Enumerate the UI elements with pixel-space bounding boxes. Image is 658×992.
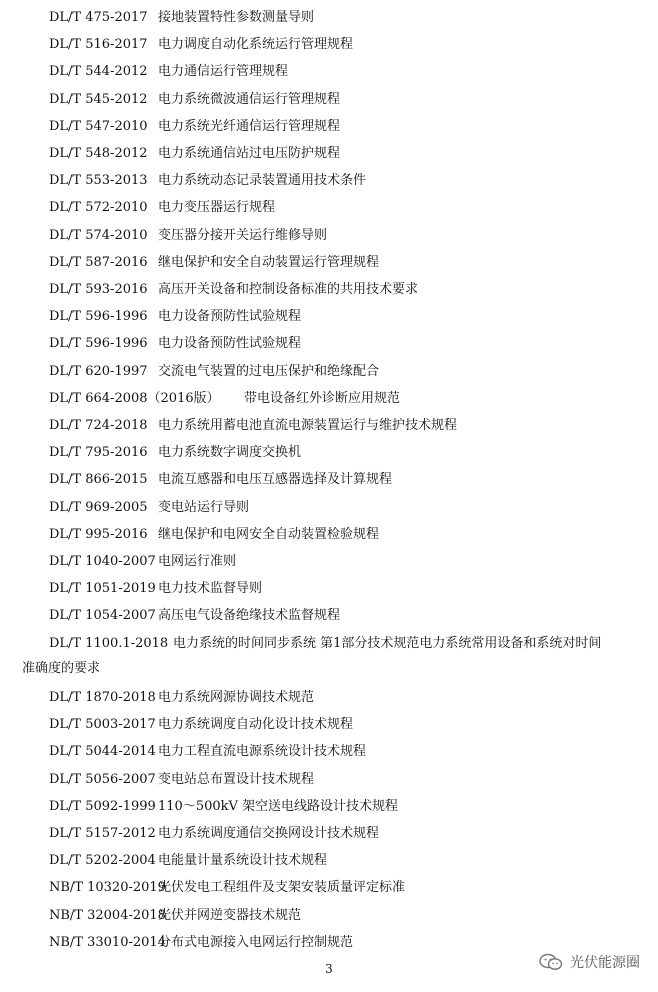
standard-code: DL/T 516-2017: [49, 37, 148, 53]
list-item: [0, 170, 658, 192]
standard-code: DL/T 544-2012: [49, 64, 148, 80]
list-item: [0, 279, 658, 301]
standard-code: DL/T 574-2010: [49, 227, 148, 243]
list-item: [0, 578, 658, 600]
list-item: [0, 687, 658, 709]
standard-title: 电力通信运行管理规程: [158, 64, 289, 80]
page-number: 3: [325, 962, 333, 976]
standard-code: DL/T 475-2017: [49, 10, 148, 25]
list-item: [0, 605, 658, 627]
list-item: [0, 741, 658, 763]
standard-title: 电能量计量系统设计技术规程: [158, 853, 328, 869]
list-item: [0, 388, 658, 410]
standard-code: NB/T 33010-2014: [49, 934, 166, 950]
standard-code: DL/T 664-2008（2016版）: [49, 390, 220, 406]
standard-title: 高压电气设备绝缘技术监督规程: [158, 608, 341, 624]
standard-code: DL/T 1040-2007: [49, 554, 156, 569]
list-item: [0, 225, 658, 247]
standard-title-continuation: 准确度的要求: [22, 660, 101, 676]
list-item: [0, 89, 658, 111]
standard-title: 继电保护和安全自动装置运行管理规程: [158, 254, 380, 270]
standard-title: 变电站总布置设计技术规程: [158, 771, 315, 787]
watermark-text: 光伏能源圈: [570, 955, 640, 971]
standard-title: 电力系统用蓄电池直流电源装置运行与维护技术规程: [158, 418, 458, 433]
standard-code: DL/T 5157-2012: [49, 826, 156, 841]
standard-code: DL/T 5202-2004: [49, 853, 156, 869]
standard-title: 电力系统光纤通信运行管理规程: [158, 118, 341, 134]
standard-code: DL/T 995-2016: [49, 526, 148, 542]
list-item: [0, 796, 658, 818]
standard-code: DL/T 1870-2018: [49, 690, 156, 705]
standard-code: DL/T 969-2005: [49, 499, 148, 515]
list-item: [0, 116, 658, 138]
standard-code: NB/T 32004-2018: [49, 907, 166, 923]
list-item: [0, 34, 658, 56]
list-item: [0, 7, 658, 29]
standard-title: 电力系统数字调度交换机: [158, 445, 302, 461]
standard-title: 电力变压器运行规程: [158, 200, 276, 216]
standard-code: DL/T 596-1996: [49, 336, 148, 352]
standard-code: DL/T 596-1996: [49, 309, 148, 325]
list-item: [0, 633, 658, 655]
list-item: [0, 197, 658, 219]
standard-code: DL/T 1051-2019: [49, 581, 156, 597]
list-item: [0, 469, 658, 491]
standard-title: 电力系统调度自动化设计技术规程: [158, 717, 354, 733]
list-item: [0, 306, 658, 328]
standard-title: 高压开关设备和控制设备标准的共用技术要求: [158, 282, 419, 297]
list-item: [0, 905, 658, 927]
list-item: [0, 252, 658, 274]
standard-title: 电力调度自动化系统运行管理规程: [158, 37, 354, 53]
standard-title: 电流互感器和电压互感器选择及计算规程: [158, 472, 393, 488]
standard-title: 电力系统的时间同步系统 第1部分技术规范电力系统常用设备和系统对时间: [173, 635, 602, 651]
standard-title: 电力系统微波通信运行管理规程: [158, 91, 341, 107]
list-item: [0, 877, 658, 899]
list-item: [0, 442, 658, 464]
standard-code: DL/T 1054-2007: [49, 608, 156, 624]
standard-title: 光伏发电工程组件及支架安装质量评定标准: [158, 880, 406, 896]
standard-title: 电网运行准则: [158, 554, 237, 569]
standard-code: DL/T 5092-1999: [49, 798, 156, 814]
standard-code: DL/T 620-1997: [49, 363, 148, 379]
wechat-icon: [538, 952, 564, 972]
standard-code: DL/T 5056-2007: [49, 771, 156, 787]
list-item: [0, 932, 658, 954]
standard-title: 分布式电源接入电网运行控制规范: [158, 934, 354, 950]
standard-code: DL/T 5044-2014: [49, 744, 156, 760]
standard-code: DL/T 593-2016: [49, 282, 148, 297]
standard-code: NB/T 10320-2019: [49, 880, 166, 896]
standard-title: 光伏并网逆变器技术规范: [158, 907, 302, 923]
standard-title: 继电保护和电网安全自动装置检验规程: [158, 526, 380, 542]
list-item: [0, 551, 658, 573]
standard-title: 电力技术监督导则: [158, 581, 263, 597]
list-item: [0, 415, 658, 437]
standard-title: 带电设备红外诊断应用规范: [244, 390, 401, 406]
standard-code: DL/T 795-2016: [49, 445, 148, 461]
standard-title: 电力设备预防性试验规程: [158, 309, 302, 325]
standard-code: DL/T 545-2012: [49, 91, 148, 107]
list-item: [0, 823, 658, 845]
standard-code: DL/T 548-2012: [49, 146, 148, 161]
standard-code: DL/T 587-2016: [49, 254, 148, 270]
list-item: [0, 769, 658, 791]
list-item: [0, 361, 658, 383]
standard-title: 变电站运行导则: [158, 499, 250, 515]
standard-title: 电力系统调度通信交换网设计技术规程: [158, 826, 380, 841]
standard-title: 接地装置特性参数测量导则: [158, 10, 315, 25]
standard-code: DL/T 572-2010: [49, 200, 148, 216]
standard-code: DL/T 724-2018: [49, 418, 148, 433]
standard-title: 电力系统动态记录装置通用技术条件: [158, 173, 367, 189]
watermark: [538, 952, 640, 972]
standard-code: DL/T 1100.1-2018: [49, 635, 169, 651]
list-item: [0, 497, 658, 519]
standard-title: 电力系统通信站过电压防护规程: [158, 146, 341, 161]
list-item: [0, 850, 658, 872]
list-item: [0, 333, 658, 355]
standard-title: 110～500kV 架空送电线路设计技术规程: [158, 798, 399, 814]
list-item: [0, 714, 658, 736]
standard-title: 交流电气装置的过电压保护和绝缘配合: [158, 363, 380, 379]
list-item: [0, 143, 658, 165]
list-item: [0, 61, 658, 83]
standard-title: 电力设备预防性试验规程: [158, 336, 302, 352]
list-item: [0, 524, 658, 546]
standard-code: DL/T 547-2010: [49, 118, 148, 134]
standard-title: 变压器分接开关运行维修导则: [158, 227, 328, 243]
standard-code: DL/T 553-2013: [49, 173, 148, 189]
standard-title: 电力工程直流电源系统设计技术规程: [158, 744, 367, 760]
standard-code: DL/T 866-2015: [49, 472, 148, 488]
standard-code: DL/T 5003-2017: [49, 717, 156, 733]
standard-title: 电力系统网源协调技术规范: [158, 690, 315, 705]
